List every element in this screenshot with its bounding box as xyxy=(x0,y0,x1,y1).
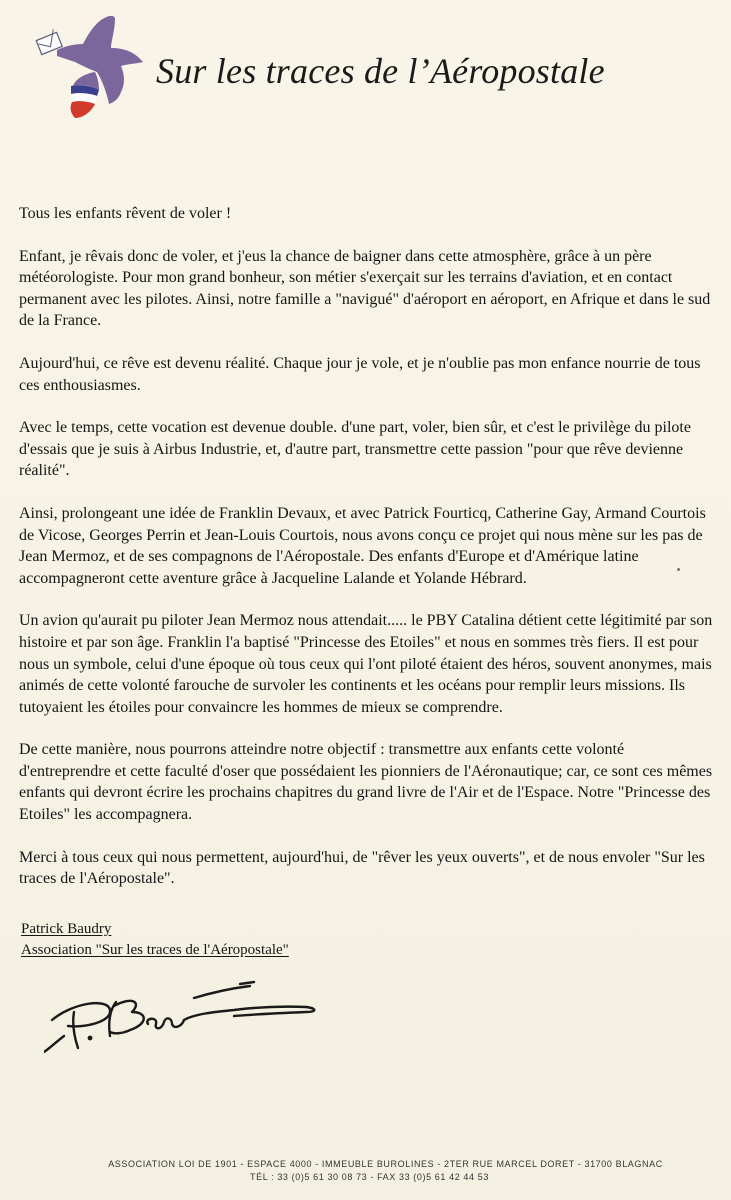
letter-paragraph: Aujourd'hui, ce rêve est devenu réalité. Chaque jour je vole, et je n'oublie pas mon enfance nourrie de tous ces enthousiasmes. xyxy=(19,354,701,394)
letter-paragraph: Avec le temps, cette vocation est devenue double. d'une part, voler, bien sûr, et c'est le privilège du pilote d'essais que je suis à Airbus Industrie, et, d'autre part, transmettre cette passion "pour que rêve devienne réalité". xyxy=(19,419,691,480)
signatory-name: Patrick Baudry xyxy=(21,921,112,937)
letter-paragraph: Merci à tous ceux qui nous permettent, aujourd'hui, de "rêver les yeux ouverts", et de nous envoler "Sur les traces de l'Aéropostale". xyxy=(19,848,705,888)
signatory-association: Association "Sur les traces de l'Aéropostale" xyxy=(21,942,289,958)
footer-address: ASSOCIATION LOI DE 1901 - ESPACE 4000 - IMMEUBLE BUROLINES - 2TER RUE MARCEL DORET - 31700 BLAGNAC xyxy=(108,1159,663,1169)
letter-paragraph: Un avion qu'aurait pu piloter Jean Mermoz nous attendait..... le PBY Catalina détient cette légitimité par son histoire et par son âge. Franklin l'a baptisé "Princesse des Etoiles" et nous en sommes très fiers. Il est pour nous un symbole, celui d'une époque où tous ceux qui l'ont piloté étaient des héros, souvent anonymes, mais animés de cette volonté farouche de survoler les continents et les océans pour remplir leurs missions. Ils tutoyaient les étoiles pour convaincre les hommes de mieux se comprendre. xyxy=(19,612,713,716)
letter-body xyxy=(19,203,719,911)
letter-greeting: Tous les enfants rêvent de voler ! xyxy=(19,205,232,222)
letterhead-footer xyxy=(0,1158,731,1184)
handwritten-signature xyxy=(44,976,324,1060)
footer-contact: TÉL : 33 (0)5 61 30 08 73 - FAX 33 (0)5 61 42 44 53 xyxy=(250,1172,489,1182)
dove-with-letter-icon xyxy=(35,10,155,122)
letter-paragraph: Enfant, je rêvais donc de voler, et j'eus la chance de baigner dans cette atmosphère, grâce à un père météorologiste. Pour mon grand bonheur, son métier s'exerçait sur les terrains d'aviation, et en contact permanent avec les pilotes. Ainsi, notre famille a "navigué" d'aéroport en aéroport, en Afrique et dans le sud de la France. xyxy=(19,247,711,330)
letterhead-title: Sur les traces de l’Aéropostale xyxy=(156,51,605,91)
dove-body xyxy=(57,16,143,104)
letter-paragraph: De cette manière, nous pourrons atteindre notre objectif : transmettre aux enfants cette volonté d'entreprendre et cette faculté d'oser que possédaient les pionniers de l'Aéronautique; car, ce sont ces mêmes enfants qui devront écrire les prochains chapitres du grand livre de l'Air et de l'Espace. Notre "Princesse des Etoiles" les accompagnera. xyxy=(19,741,713,824)
tail-red-stripe xyxy=(71,101,95,118)
signature-block xyxy=(21,919,289,961)
paper-speck xyxy=(677,568,680,571)
letter-paragraph: Ainsi, prolongeant une idée de Franklin Devaux, et avec Patrick Fourticq, Catherine Gay, Armand Courtois de Vicose, Georges Perrin et Jean-Louis Courtois, nous avons conçu ce projet qui nous mène sur les pas de Jean Mermoz, et de ses compagnons de l'Aéropostale. Des enfants d'Europe et d'Amérique latine accompagneront cette aventure grâce à Jacqueline Lalande et Yolande Hébrard. xyxy=(19,504,706,587)
